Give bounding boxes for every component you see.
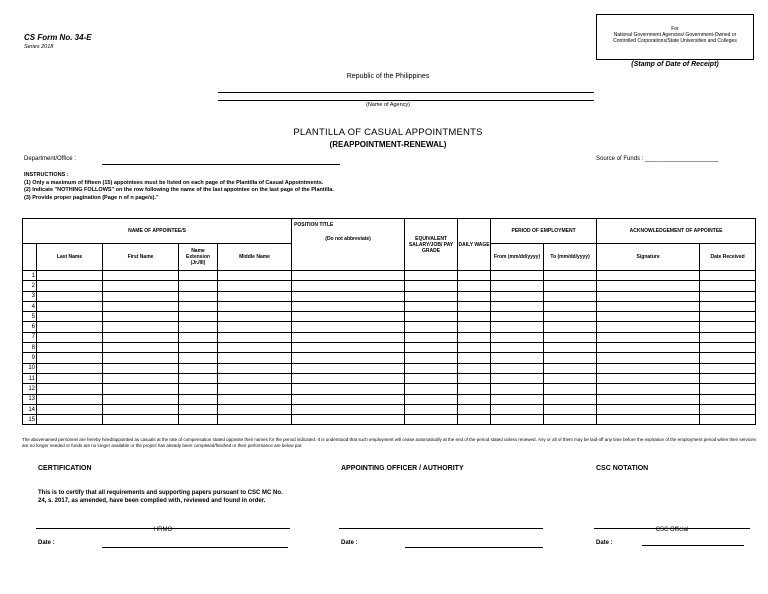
table-cell[interactable] — [491, 373, 544, 383]
table-cell[interactable] — [103, 353, 179, 363]
row-number-header — [23, 244, 37, 271]
appointing-date-field[interactable] — [405, 547, 543, 548]
table-cell[interactable] — [700, 394, 756, 404]
instruction-item: (3) Provide proper pagination (Page n of n page/s)." — [24, 194, 159, 201]
table-row — [23, 384, 756, 394]
stamp-box-line-1: For — [671, 26, 679, 32]
table-cell[interactable] — [700, 291, 756, 301]
table-cell[interactable] — [179, 301, 218, 311]
table-cell[interactable] — [597, 343, 700, 353]
table-cell[interactable] — [597, 312, 700, 322]
instructions — [24, 172, 334, 202]
table-row — [23, 301, 756, 311]
table-cell[interactable] — [37, 384, 103, 394]
salary-header: EQUIVALENT SALARY/JOB/ PAY GRADE — [405, 219, 458, 271]
table-cell[interactable] — [179, 353, 218, 363]
table-cell[interactable] — [458, 271, 491, 281]
period-header: PERIOD OF EMPLOYMENT — [491, 219, 597, 244]
table-cell[interactable] — [700, 332, 756, 342]
form-series: Series 2018 — [24, 44, 54, 50]
table-cell[interactable] — [597, 404, 700, 414]
table-row — [23, 415, 756, 425]
row-number: 7 — [23, 332, 37, 342]
table-cell[interactable] — [491, 291, 544, 301]
stamp-box-line-3: Controlled Corporations/State Universities and Colleges — [613, 38, 737, 44]
row-number: 1 — [23, 271, 37, 281]
table-cell[interactable] — [597, 281, 700, 291]
row-number: 13 — [23, 394, 37, 404]
table-cell[interactable] — [544, 384, 597, 394]
table-cell[interactable] — [37, 404, 103, 414]
table-cell[interactable] — [103, 384, 179, 394]
table-cell[interactable] — [103, 271, 179, 281]
table-cell[interactable] — [405, 332, 458, 342]
table-cell[interactable] — [218, 415, 292, 425]
table-cell[interactable] — [597, 415, 700, 425]
table-cell[interactable] — [179, 373, 218, 383]
table-row — [23, 353, 756, 363]
table-cell[interactable] — [458, 415, 491, 425]
row-number: 15 — [23, 415, 37, 425]
table-cell[interactable] — [292, 415, 405, 425]
table-cell[interactable] — [292, 332, 405, 342]
table-cell[interactable] — [458, 404, 491, 414]
table-cell[interactable] — [37, 312, 103, 322]
table-row — [23, 394, 756, 404]
table-row — [23, 281, 756, 291]
table-cell[interactable] — [179, 394, 218, 404]
appointee-rows — [23, 271, 756, 425]
table-row — [23, 404, 756, 414]
table-cell[interactable] — [544, 394, 597, 404]
table-cell[interactable] — [218, 384, 292, 394]
table-cell[interactable] — [700, 271, 756, 281]
table-cell[interactable] — [292, 384, 405, 394]
table-cell[interactable] — [179, 415, 218, 425]
table-cell[interactable] — [292, 301, 405, 311]
table-cell[interactable] — [544, 332, 597, 342]
position-title-label: POSITION TITLE — [294, 222, 334, 228]
table-cell[interactable] — [491, 271, 544, 281]
table-cell[interactable] — [405, 281, 458, 291]
table-cell[interactable] — [292, 353, 405, 363]
table-cell[interactable] — [179, 281, 218, 291]
table-cell[interactable] — [458, 394, 491, 404]
table-cell[interactable] — [405, 291, 458, 301]
table-cell[interactable] — [103, 312, 179, 322]
table-cell[interactable] — [103, 301, 179, 311]
table-cell[interactable] — [544, 415, 597, 425]
table-cell[interactable] — [292, 373, 405, 383]
table-cell[interactable] — [700, 312, 756, 322]
table-cell[interactable] — [179, 343, 218, 353]
row-number: 9 — [23, 353, 37, 363]
table-cell[interactable] — [103, 343, 179, 353]
department-label: Department/Office : — [24, 156, 76, 162]
table-cell[interactable] — [544, 322, 597, 332]
table-cell[interactable] — [405, 363, 458, 373]
table-cell[interactable] — [405, 353, 458, 363]
certification-title: CERTIFICATION — [38, 465, 92, 472]
table-cell[interactable] — [103, 332, 179, 342]
source-of-funds-label[interactable]: Source of Funds : ______________________ — [596, 156, 719, 162]
instructions-heading: INSTRUCTIONS : — [24, 172, 69, 178]
table-cell[interactable] — [491, 312, 544, 322]
csc-official-label: CSC Official — [655, 527, 689, 533]
plantilla-table — [22, 218, 756, 425]
table-cell[interactable] — [544, 404, 597, 414]
table-cell[interactable] — [544, 373, 597, 383]
row-number: 12 — [23, 384, 37, 394]
table-cell[interactable] — [491, 301, 544, 311]
table-cell[interactable] — [700, 363, 756, 373]
table-cell[interactable] — [458, 343, 491, 353]
table-cell[interactable] — [544, 363, 597, 373]
table-cell[interactable] — [405, 404, 458, 414]
row-number: 5 — [23, 312, 37, 322]
table-cell[interactable] — [218, 363, 292, 373]
hrmo-date-label: Date : — [38, 540, 55, 546]
table-cell[interactable] — [37, 271, 103, 281]
row-number: 2 — [23, 281, 37, 291]
table-cell[interactable] — [700, 301, 756, 311]
department-field[interactable] — [102, 164, 340, 165]
table-cell[interactable] — [103, 394, 179, 404]
stamp-box-line-2: National Government Agencies/ Government-Owned or — [613, 32, 737, 38]
table-cell[interactable] — [37, 353, 103, 363]
table-cell[interactable] — [179, 291, 218, 301]
table-row — [23, 271, 756, 281]
table-cell[interactable] — [179, 271, 218, 281]
table-cell[interactable] — [218, 291, 292, 301]
table-cell[interactable] — [405, 394, 458, 404]
certification-text: This is to certify that all requirements and supporting papers pursuant to CSC MC No. 24, s. 2017, as amended, have been complied with, reviewed and found in order. — [38, 490, 283, 504]
table-cell[interactable] — [700, 281, 756, 291]
table-cell[interactable] — [292, 271, 405, 281]
table-cell[interactable] — [179, 332, 218, 342]
table-cell[interactable] — [37, 343, 103, 353]
table-cell[interactable] — [405, 312, 458, 322]
table-cell[interactable] — [405, 415, 458, 425]
table-cell[interactable] — [179, 312, 218, 322]
table-cell[interactable] — [405, 271, 458, 281]
table-cell[interactable] — [405, 343, 458, 353]
position-note: (Do not abbreviate) — [325, 236, 371, 242]
table-cell[interactable] — [218, 343, 292, 353]
table-cell[interactable] — [544, 271, 597, 281]
table-cell[interactable] — [700, 415, 756, 425]
table-cell[interactable] — [179, 404, 218, 414]
table-cell[interactable] — [458, 281, 491, 291]
table-cell[interactable] — [597, 373, 700, 383]
table-cell[interactable] — [37, 281, 103, 291]
agency-line-2[interactable] — [218, 100, 594, 101]
employment-notice: The abovenamed personnel are hereby hired/appointed as casuals at the rate of compensation stated opposite their names for the period indicated. It is understood that such employment will cease automatically at the end of the period stated unless renewed. Any or all of them may be laid-off any time before the expiration of the employment period when their services are no longer needed or funds are no longer available or the project has already been completed/finished or their performance are below par. — [22, 437, 756, 448]
page-title: PLANTILLA OF CASUAL APPOINTMENTS — [293, 127, 483, 138]
table-cell[interactable] — [491, 363, 544, 373]
to-date-header: To (mm/dd/yyyy) — [544, 244, 597, 271]
date-received-header: Date Received — [700, 244, 756, 271]
table-cell[interactable] — [218, 301, 292, 311]
table-row — [23, 322, 756, 332]
table-cell[interactable] — [103, 373, 179, 383]
instruction-item: (1) Only a maximum of fifteen (15) appointees must be listed on each page of the Plantilla of Casual Appointments. — [24, 179, 324, 186]
table-cell[interactable] — [597, 322, 700, 332]
table-cell[interactable] — [103, 404, 179, 414]
table-cell[interactable] — [597, 332, 700, 342]
instruction-item: (2) Indicate "NOTHING FOLLOWS" on the row following the name of the last appointee on the last page of the Plantilla. — [24, 187, 334, 193]
row-number: 10 — [23, 363, 37, 373]
agency-line-1 — [218, 92, 594, 93]
appointing-date-label: Date : — [341, 540, 358, 546]
table-cell[interactable] — [37, 332, 103, 342]
table-cell[interactable] — [218, 312, 292, 322]
table-cell[interactable] — [544, 312, 597, 322]
table-cell[interactable] — [103, 322, 179, 332]
table-cell[interactable] — [700, 384, 756, 394]
table-cell[interactable] — [491, 343, 544, 353]
table-cell[interactable] — [218, 322, 292, 332]
table-cell[interactable] — [37, 301, 103, 311]
row-number: 11 — [23, 373, 37, 383]
table-cell[interactable] — [218, 332, 292, 342]
table-cell[interactable] — [405, 384, 458, 394]
table-cell[interactable] — [179, 322, 218, 332]
table-cell[interactable] — [491, 415, 544, 425]
table-cell[interactable] — [103, 363, 179, 373]
csc-date-field[interactable] — [642, 545, 744, 546]
table-cell[interactable] — [218, 373, 292, 383]
table-cell[interactable] — [491, 404, 544, 414]
table-cell[interactable] — [103, 291, 179, 301]
table-row — [23, 291, 756, 301]
table-cell[interactable] — [103, 415, 179, 425]
table-cell[interactable] — [218, 353, 292, 363]
table-row — [23, 373, 756, 383]
form-number: CS Form No. 34-E — [24, 33, 92, 42]
table-cell[interactable] — [179, 363, 218, 373]
from-date-header: From (mm/dd/yyyy) — [491, 244, 544, 271]
appointing-signature-line[interactable] — [339, 528, 543, 529]
table-cell[interactable] — [292, 394, 405, 404]
table-row — [23, 312, 756, 322]
table-cell[interactable] — [292, 312, 405, 322]
appointing-officer-title: APPOINTING OFFICER / AUTHORITY — [341, 465, 464, 472]
table-cell[interactable] — [218, 394, 292, 404]
table-cell[interactable] — [544, 343, 597, 353]
csc-notation-title: CSC NOTATION — [596, 465, 649, 472]
table-cell[interactable] — [491, 353, 544, 363]
ack-header: ACKNOWLEDGEMENT OF APPOINTEE — [597, 219, 756, 244]
row-number: 6 — [23, 322, 37, 332]
position-header — [292, 219, 405, 271]
table-cell[interactable] — [37, 363, 103, 373]
table-cell[interactable] — [597, 394, 700, 404]
table-cell[interactable] — [458, 332, 491, 342]
table-cell[interactable] — [458, 322, 491, 332]
table-row — [23, 363, 756, 373]
first-name-header: First Name — [103, 244, 179, 271]
table-cell[interactable] — [544, 281, 597, 291]
table-cell[interactable] — [405, 322, 458, 332]
table-cell[interactable] — [491, 384, 544, 394]
table-cell[interactable] — [458, 312, 491, 322]
hrmo-label: HRMO — [153, 527, 173, 533]
last-name-header: Last Name — [37, 244, 103, 271]
table-cell[interactable] — [544, 301, 597, 311]
table-cell[interactable] — [597, 363, 700, 373]
table-cell[interactable] — [597, 271, 700, 281]
stamp-label: (Stamp of Date of Receipt) — [631, 61, 719, 68]
csc-date-label: Date : — [596, 540, 613, 546]
table-cell[interactable] — [458, 301, 491, 311]
table-cell[interactable] — [544, 353, 597, 363]
row-number: 8 — [23, 343, 37, 353]
row-number: 14 — [23, 404, 37, 414]
table-cell[interactable] — [37, 291, 103, 301]
table-cell[interactable] — [491, 394, 544, 404]
table-cell[interactable] — [292, 281, 405, 291]
table-cell[interactable] — [597, 301, 700, 311]
table-cell[interactable] — [37, 415, 103, 425]
table-cell[interactable] — [491, 332, 544, 342]
middle-name-header: Middle Name — [218, 244, 292, 271]
table-cell[interactable] — [218, 281, 292, 291]
republic-heading: Republic of the Philippines — [346, 73, 430, 80]
table-cell[interactable] — [218, 404, 292, 414]
table-cell[interactable] — [597, 384, 700, 394]
hrmo-date-field[interactable] — [102, 547, 288, 548]
table-cell[interactable] — [458, 291, 491, 301]
table-cell[interactable] — [37, 322, 103, 332]
table-cell[interactable] — [458, 373, 491, 383]
agency-label: (Name of Agency) — [365, 102, 411, 108]
daily-wage-header: DAILY WAGE — [458, 219, 491, 271]
table-cell[interactable] — [179, 384, 218, 394]
table-cell[interactable] — [37, 373, 103, 383]
name-group-header: NAME OF APPOINTEE/S — [23, 219, 292, 244]
table-cell[interactable] — [458, 384, 491, 394]
table-cell[interactable] — [292, 291, 405, 301]
table-cell[interactable] — [292, 343, 405, 353]
page-subtitle: (REAPPOINTMENT-RENEWAL) — [329, 140, 447, 149]
table-cell[interactable] — [597, 291, 700, 301]
table-row — [23, 332, 756, 342]
table-cell[interactable] — [700, 373, 756, 383]
table-cell[interactable] — [491, 322, 544, 332]
table-cell[interactable] — [292, 404, 405, 414]
table-cell[interactable] — [458, 353, 491, 363]
table-cell[interactable] — [700, 343, 756, 353]
receipt-stamp-box — [596, 14, 754, 60]
table-cell[interactable] — [700, 404, 756, 414]
signature-header: Signature — [597, 244, 700, 271]
table-cell[interactable] — [597, 353, 700, 363]
table-cell[interactable] — [458, 363, 491, 373]
table-cell[interactable] — [700, 322, 756, 332]
row-number: 4 — [23, 301, 37, 311]
name-extension-header: Name Extension (Jr./III) — [179, 244, 218, 271]
table-row — [23, 343, 756, 353]
table-cell[interactable] — [544, 291, 597, 301]
table-cell[interactable] — [491, 281, 544, 291]
table-cell[interactable] — [405, 301, 458, 311]
table-cell[interactable] — [218, 271, 292, 281]
row-number: 3 — [23, 291, 37, 301]
table-cell[interactable] — [292, 363, 405, 373]
table-cell[interactable] — [292, 322, 405, 332]
table-cell[interactable] — [405, 373, 458, 383]
table-cell[interactable] — [37, 394, 103, 404]
table-cell[interactable] — [103, 281, 179, 291]
table-cell[interactable] — [700, 353, 756, 363]
